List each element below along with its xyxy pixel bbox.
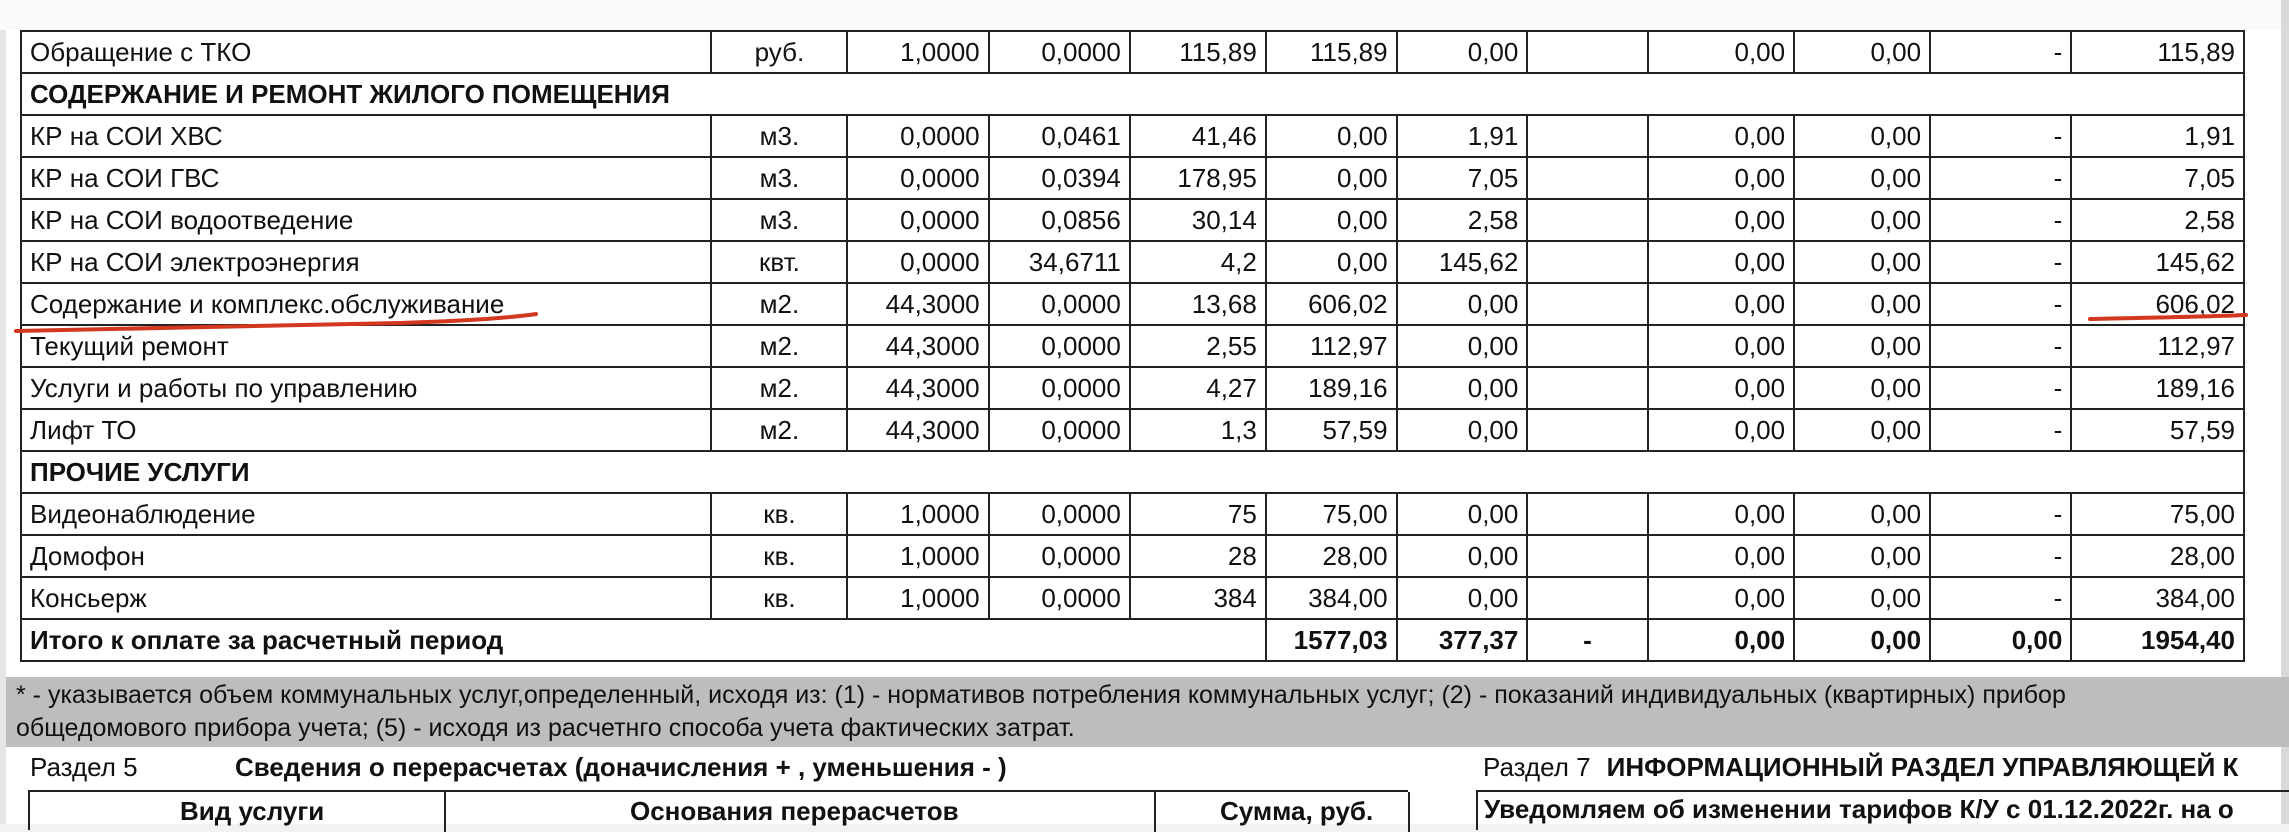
value-cell-c6 [1527,409,1647,451]
value-cell-c6 [1527,115,1647,157]
value-cell-c3: 1,3 [1130,409,1266,451]
value-cell-c4: 115,89 [1266,31,1397,73]
value-cell-c9: - [1930,241,2071,283]
value-cell-c10: 1,91 [2071,115,2244,157]
value-cell-c7: 0,00 [1648,283,1794,325]
unit-cell: м3. [711,157,847,199]
unit-cell: м3. [711,115,847,157]
value-cell-c2: 0,0000 [989,493,1130,535]
unit-cell: кв. [711,577,847,619]
service-name: Лифт ТО [21,409,711,451]
value-cell-c9: - [1930,157,2071,199]
section-7-notice: Уведомляем об изменении тарифов К/У с 01.12.2022г. на о [1476,790,2289,830]
section-5-label: Раздел 5 [30,752,138,782]
value-cell-c1: 0,0000 [847,241,988,283]
value-cell-c7: 0,00 [1648,115,1794,157]
value-cell-c4: 57,59 [1266,409,1397,451]
section-5-col-sum: Сумма, руб. [1220,796,1374,826]
service-name: Содержание и комплекс.обслуживание [21,283,711,325]
value-cell-c10: 7,05 [2071,157,2244,199]
value-cell-c7: 0,00 [1648,409,1794,451]
value-cell-c1: 44,3000 [847,325,988,367]
value-cell-c9: - [1930,115,2071,157]
unit-cell: м2. [711,283,847,325]
value-cell-c8: 0,00 [1794,157,1930,199]
service-name: Консьерж [21,577,711,619]
section-5-title: Сведения о перерасчетах (доначисления + , уменьшения - ) [235,752,1007,782]
value-cell-c5: 145,62 [1397,241,1528,283]
value-cell-c1: 1,0000 [847,577,988,619]
value-cell-c7: 0,00 [1648,241,1794,283]
value-cell-c2: 0,0000 [989,283,1130,325]
unit-cell: м2. [711,409,847,451]
value-cell-c1: 0,0000 [847,157,988,199]
service-name: КР на СОИ ХВС [21,115,711,157]
value-cell-c3: 13,68 [1130,283,1266,325]
value-cell-c2: 0,0856 [989,199,1130,241]
value-cell-c1: 1,0000 [847,535,988,577]
total-value-c4: 1577,03 [1266,619,1397,661]
section-5-table-header [28,790,1408,830]
value-cell-c4: 0,00 [1266,241,1397,283]
footnote-line-2: общедомового прибора учета; (5) - исходя из расчетнго способа учета фактических затрат. [16,714,1075,742]
value-cell-c3: 41,46 [1130,115,1266,157]
unit-cell: квт. [711,241,847,283]
unit-cell: руб. [711,31,847,73]
table-row [21,493,2244,535]
service-name: КР на СОИ электроэнергия [21,241,711,283]
section-5-header [30,752,1007,783]
value-cell-c10: 28,00 [2071,535,2244,577]
service-name: Видеонаблюдение [21,493,711,535]
value-cell-c8: 0,00 [1794,367,1930,409]
total-value-c7: 0,00 [1648,619,1794,661]
table-row [21,577,2244,619]
value-cell-c9: - [1930,325,2071,367]
value-cell-c9: - [1930,493,2071,535]
value-cell-c5: 0,00 [1397,535,1528,577]
value-cell-c4: 75,00 [1266,493,1397,535]
value-cell-c3: 28 [1130,535,1266,577]
value-cell-c5: 0,00 [1397,367,1528,409]
value-cell-c3: 178,95 [1130,157,1266,199]
value-cell-c3: 2,55 [1130,325,1266,367]
value-cell-c4: 112,97 [1266,325,1397,367]
total-value-c6: - [1527,619,1647,661]
table-row [21,157,2244,199]
value-cell-c8: 0,00 [1794,325,1930,367]
value-cell-c8: 0,00 [1794,199,1930,241]
value-cell-c2: 0,0000 [989,31,1130,73]
service-name: КР на СОИ водоотведение [21,199,711,241]
value-cell-c7: 0,00 [1648,31,1794,73]
value-cell-c10: 2,58 [2071,199,2244,241]
value-cell-c1: 44,3000 [847,283,988,325]
value-cell-c1: 0,0000 [847,199,988,241]
value-cell-c6 [1527,157,1647,199]
value-cell-c7: 0,00 [1648,367,1794,409]
total-value-c10: 1954,40 [2071,619,2244,661]
value-cell-c10: 606,02 [2071,283,2244,325]
value-cell-c4: 0,00 [1266,157,1397,199]
total-value-c9: 0,00 [1930,619,2071,661]
value-cell-c2: 0,0000 [989,409,1130,451]
service-name: Текущий ремонт [21,325,711,367]
value-cell-c4: 28,00 [1266,535,1397,577]
value-cell-c8: 0,00 [1794,283,1930,325]
section-header-row [21,73,2244,115]
table-row [21,115,2244,157]
value-cell-c6 [1527,493,1647,535]
footnote [6,677,2289,747]
value-cell-c6 [1527,535,1647,577]
unit-cell: кв. [711,493,847,535]
value-cell-c10: 57,59 [2071,409,2244,451]
value-cell-c5: 1,91 [1397,115,1528,157]
value-cell-c6 [1527,199,1647,241]
value-cell-c3: 4,2 [1130,241,1266,283]
value-cell-c1: 44,3000 [847,367,988,409]
value-cell-c6 [1527,31,1647,73]
value-cell-c8: 0,00 [1794,409,1930,451]
value-cell-c6 [1527,367,1647,409]
value-cell-c6 [1527,325,1647,367]
value-cell-c9: - [1930,199,2071,241]
value-cell-c5: 0,00 [1397,493,1528,535]
value-cell-c8: 0,00 [1794,115,1930,157]
value-cell-c7: 0,00 [1648,325,1794,367]
value-cell-c7: 0,00 [1648,199,1794,241]
value-cell-c4: 606,02 [1266,283,1397,325]
value-cell-c7: 0,00 [1648,493,1794,535]
value-cell-c5: 0,00 [1397,31,1528,73]
total-value-c5: 377,37 [1397,619,1528,661]
footnote-line-1: * - указывается объем коммунальных услуг,определенный, исходя из: (1) - нормативов потребления коммунальных услуг; (2) - показаний индивидуальных (квартирных) прибор [16,681,2066,709]
value-cell-c10: 75,00 [2071,493,2244,535]
unit-cell: м2. [711,367,847,409]
value-cell-c8: 0,00 [1794,535,1930,577]
value-cell-c6 [1527,241,1647,283]
value-cell-c2: 0,0000 [989,535,1130,577]
table-row [21,409,2244,451]
table-row [21,241,2244,283]
value-cell-c9: - [1930,409,2071,451]
value-cell-c5: 0,00 [1397,409,1528,451]
value-cell-c2: 0,0461 [989,115,1130,157]
section-header-row [21,451,2244,493]
charges-table [20,30,2245,662]
total-label: Итого к оплате за расчетный период [21,619,1266,661]
table-row [21,199,2244,241]
service-name: Домофон [21,535,711,577]
section-7-label: Раздел 7 [1483,752,1591,782]
value-cell-c6 [1527,283,1647,325]
unit-cell: кв. [711,535,847,577]
value-cell-c5: 2,58 [1397,199,1528,241]
table-row [21,535,2244,577]
value-cell-c5: 0,00 [1397,577,1528,619]
value-cell-c2: 0,0000 [989,577,1130,619]
value-cell-c4: 189,16 [1266,367,1397,409]
value-cell-c9: - [1930,283,2071,325]
value-cell-c7: 0,00 [1648,535,1794,577]
value-cell-c10: 112,97 [2071,325,2244,367]
value-cell-c2: 34,6711 [989,241,1130,283]
value-cell-c3: 384 [1130,577,1266,619]
section-title: СОДЕРЖАНИЕ И РЕМОНТ ЖИЛОГО ПОМЕЩЕНИЯ [21,73,2244,115]
value-cell-c1: 44,3000 [847,409,988,451]
value-cell-c1: 1,0000 [847,493,988,535]
value-cell-c10: 189,16 [2071,367,2244,409]
value-cell-c5: 7,05 [1397,157,1528,199]
section-5-col-basis: Основания перерасчетов [630,796,959,826]
value-cell-c9: - [1930,31,2071,73]
value-cell-c5: 0,00 [1397,325,1528,367]
value-cell-c3: 4,27 [1130,367,1266,409]
section-5-col-service: Вид услуги [180,796,325,826]
table-row [21,325,2244,367]
table-row [21,283,2244,325]
value-cell-c9: - [1930,577,2071,619]
value-cell-c3: 115,89 [1130,31,1266,73]
value-cell-c4: 384,00 [1266,577,1397,619]
section-7-title: ИНФОРМАЦИОННЫЙ РАЗДЕЛ УПРАВЛЯЮЩЕЙ К [1606,752,2239,782]
value-cell-c1: 1,0000 [847,31,988,73]
value-cell-c4: 0,00 [1266,115,1397,157]
value-cell-c3: 30,14 [1130,199,1266,241]
value-cell-c8: 0,00 [1794,31,1930,73]
table-row [21,367,2244,409]
top-bar [0,0,2289,30]
service-name: КР на СОИ ГВС [21,157,711,199]
unit-cell: м3. [711,199,847,241]
total-value-c8: 0,00 [1794,619,1930,661]
value-cell-c1: 0,0000 [847,115,988,157]
value-cell-c3: 75 [1130,493,1266,535]
value-cell-c10: 145,62 [2071,241,2244,283]
table-row [21,31,2244,73]
value-cell-c5: 0,00 [1397,283,1528,325]
total-row [21,619,2244,661]
service-name: Обращение с ТКО [21,31,711,73]
service-name: Услуги и работы по управлению [21,367,711,409]
value-cell-c10: 115,89 [2071,31,2244,73]
value-cell-c8: 0,00 [1794,493,1930,535]
value-cell-c2: 0,0000 [989,325,1130,367]
value-cell-c9: - [1930,367,2071,409]
value-cell-c6 [1527,577,1647,619]
value-cell-c8: 0,00 [1794,241,1930,283]
section-title: ПРОЧИЕ УСЛУГИ [21,451,2244,493]
value-cell-c2: 0,0394 [989,157,1130,199]
value-cell-c8: 0,00 [1794,577,1930,619]
value-cell-c10: 384,00 [2071,577,2244,619]
value-cell-c7: 0,00 [1648,577,1794,619]
section-7-header [1483,752,2238,783]
unit-cell: м2. [711,325,847,367]
value-cell-c2: 0,0000 [989,367,1130,409]
value-cell-c4: 0,00 [1266,199,1397,241]
value-cell-c9: - [1930,535,2071,577]
value-cell-c7: 0,00 [1648,157,1794,199]
